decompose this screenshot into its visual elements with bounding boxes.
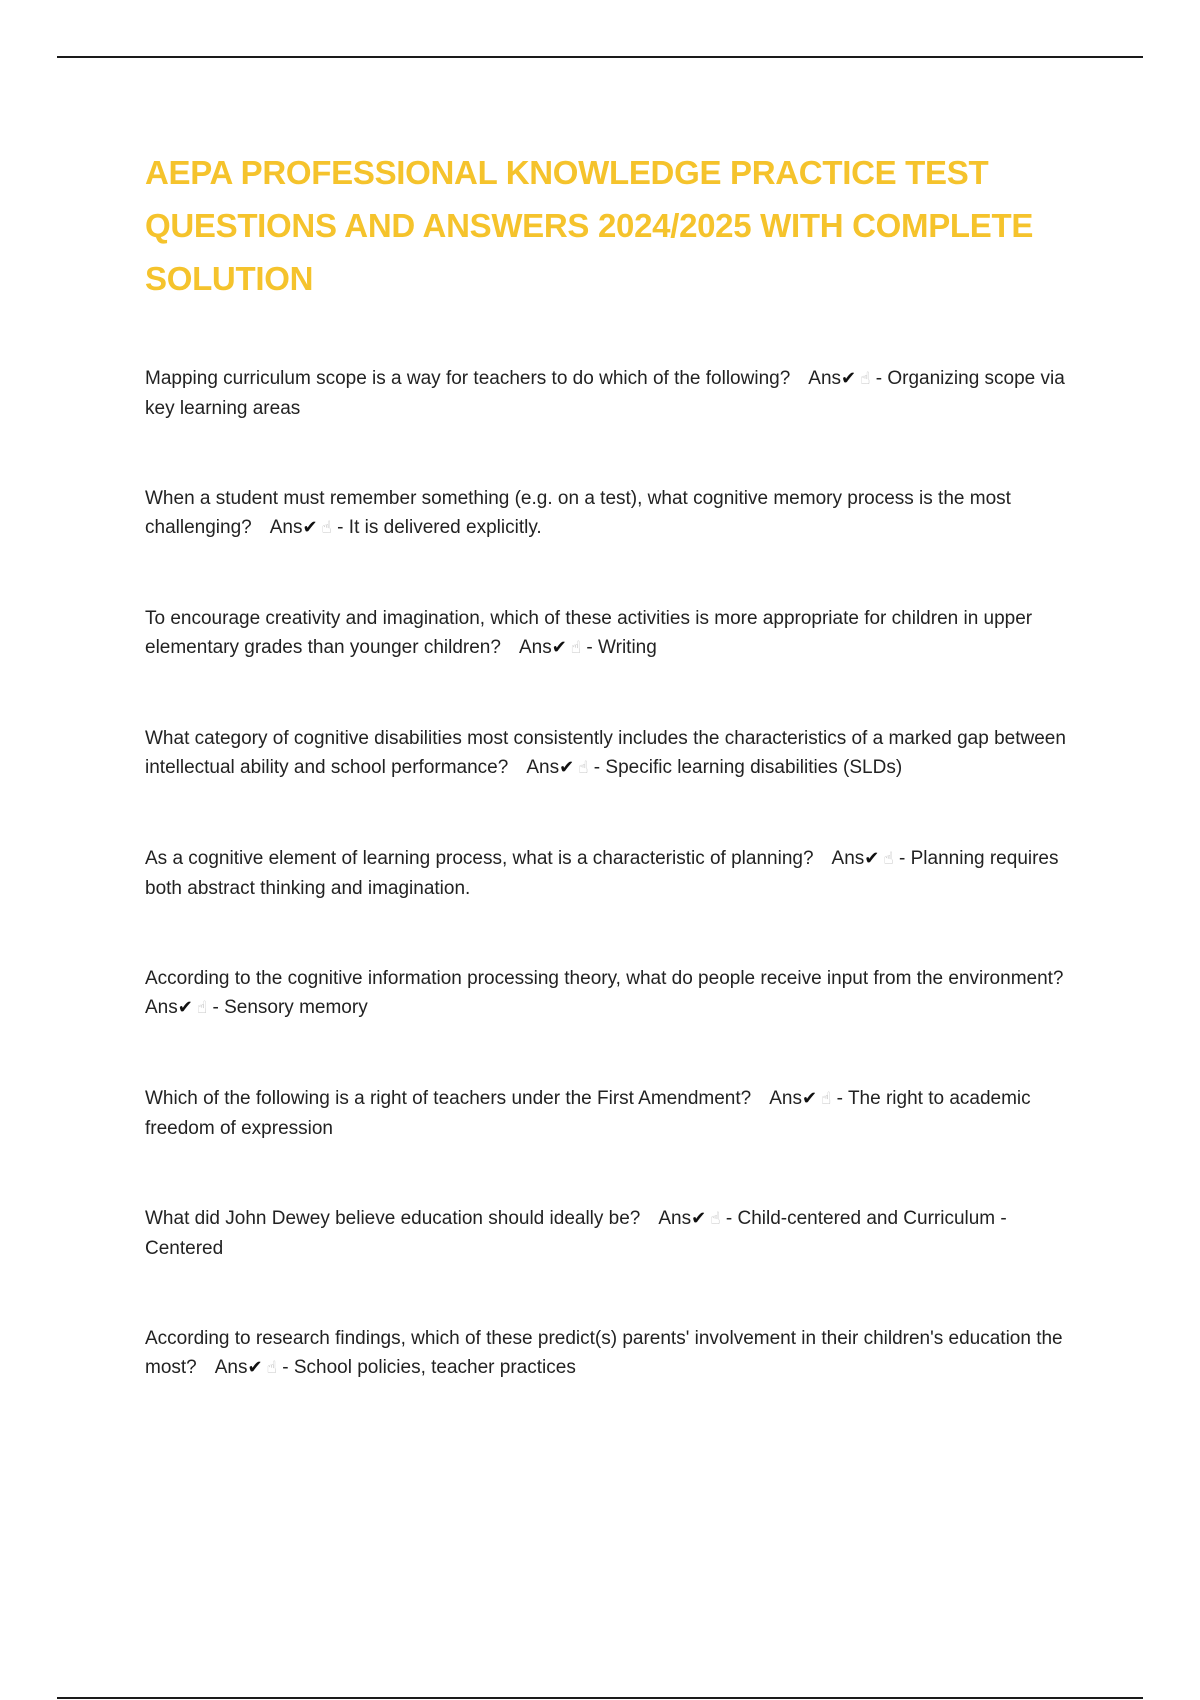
pointing-hand-icon: ☝ [883,849,894,869]
question-text: According to research findings, which of these predict(s) parents' involvement in their children's education the most? [145,1328,1063,1378]
answer-separator: - [276,1357,294,1378]
answer-label: Ans [658,1208,692,1229]
footer-rule [57,1697,1143,1699]
answer-separator: - [331,517,349,538]
answer-label: Ans [269,517,303,538]
answer-separator: - [870,368,888,389]
question-text: To encourage creativity and imagination, which of these activities is more appropriate for children in upper elementary grades than younger children? [145,608,1033,658]
answer-label: Ans [526,757,560,778]
page-title: AEPA PROFESSIONAL KNOWLEDGE PRACTICE TEST QUESTIONS AND ANSWERS 2024/2025 WITH COMPLETE SOLUTION [145,154,1034,297]
answer-separator: - [893,848,911,869]
pointing-hand-icon: ☝ [821,1089,832,1109]
question-text: As a cognitive element of learning process, what is a characteristic of planning? [145,848,814,869]
pointing-hand-icon: ☝ [321,518,332,538]
answer-text: Writing [598,637,657,658]
pointing-hand-icon: ☝ [196,998,208,1018]
answer-separator: - [720,1208,738,1229]
check-icon: ✔ [559,757,575,778]
pointing-hand-icon: ☝ [860,369,871,389]
question-text: When a student must remember something (e.g. on a test), what cognitive memory process is the most challenging? [145,488,1011,538]
answer-text: Child-centered and Curriculum - Centered [145,1208,1007,1259]
answer-text: The right to academic freedom of expression [145,1088,1031,1139]
pointing-hand-icon: ☝ [710,1209,721,1229]
answer-text: Planning requires both abstract thinking and imagination. [145,848,1059,899]
question-text: Which of the following is a right of teachers under the First Amendment? [145,1088,752,1109]
check-icon: ✔ [691,1208,707,1229]
qa-item [145,1324,1090,1444]
check-icon: ✔ [551,637,567,658]
answer-separator: - [831,1088,848,1109]
answer-separator: - [588,757,606,778]
answer-label: Ans [145,997,178,1018]
qa-item [145,484,1090,604]
pointing-hand-icon: ☝ [570,638,582,658]
answer-label: Ans [808,368,842,389]
qa-item [145,1084,1090,1204]
qa-item [145,604,1090,724]
answer-separator: - [207,997,225,1018]
check-icon: ✔ [864,848,880,869]
qa-item [145,724,1090,844]
qa-item [145,1204,1090,1324]
question-text: Mapping curriculum scope is a way for teachers to do which of the following? [145,368,791,389]
header-rule [57,56,1143,58]
answer-text: It is delivered explicitly. [348,517,542,538]
check-icon: ✔ [302,517,318,538]
answer-text: Specific learning disabilities (SLDs) [605,757,903,778]
answer-text: Sensory memory [224,997,368,1018]
answer-text: School policies, teacher practices [293,1357,576,1378]
check-icon: ✔ [801,1088,818,1109]
answer-label: Ans [518,637,552,658]
answer-label: Ans [214,1357,248,1378]
question-text: What did John Dewey believe education should ideally be? [145,1208,641,1229]
answer-separator: - [581,637,599,658]
check-icon: ✔ [177,997,193,1018]
question-text: According to the cognitive information processing theory, what do people receive input from the environment? [145,968,1064,989]
question-text: What category of cognitive disabilities most consistently includes the characteristics of a marked gap between intellectual ability and school performance? [145,728,1066,778]
answer-text: Organizing scope via key learning areas [145,368,1065,419]
qa-item [145,964,1090,1084]
answer-label: Ans [831,848,865,869]
check-icon: ✔ [247,1357,263,1378]
question-list [145,364,1090,1444]
pointing-hand-icon: ☝ [578,758,589,778]
answer-label: Ans [769,1088,802,1109]
qa-item [145,844,1090,964]
qa-item [145,364,1090,484]
pointing-hand-icon: ☝ [266,1358,277,1378]
check-icon: ✔ [841,368,857,389]
